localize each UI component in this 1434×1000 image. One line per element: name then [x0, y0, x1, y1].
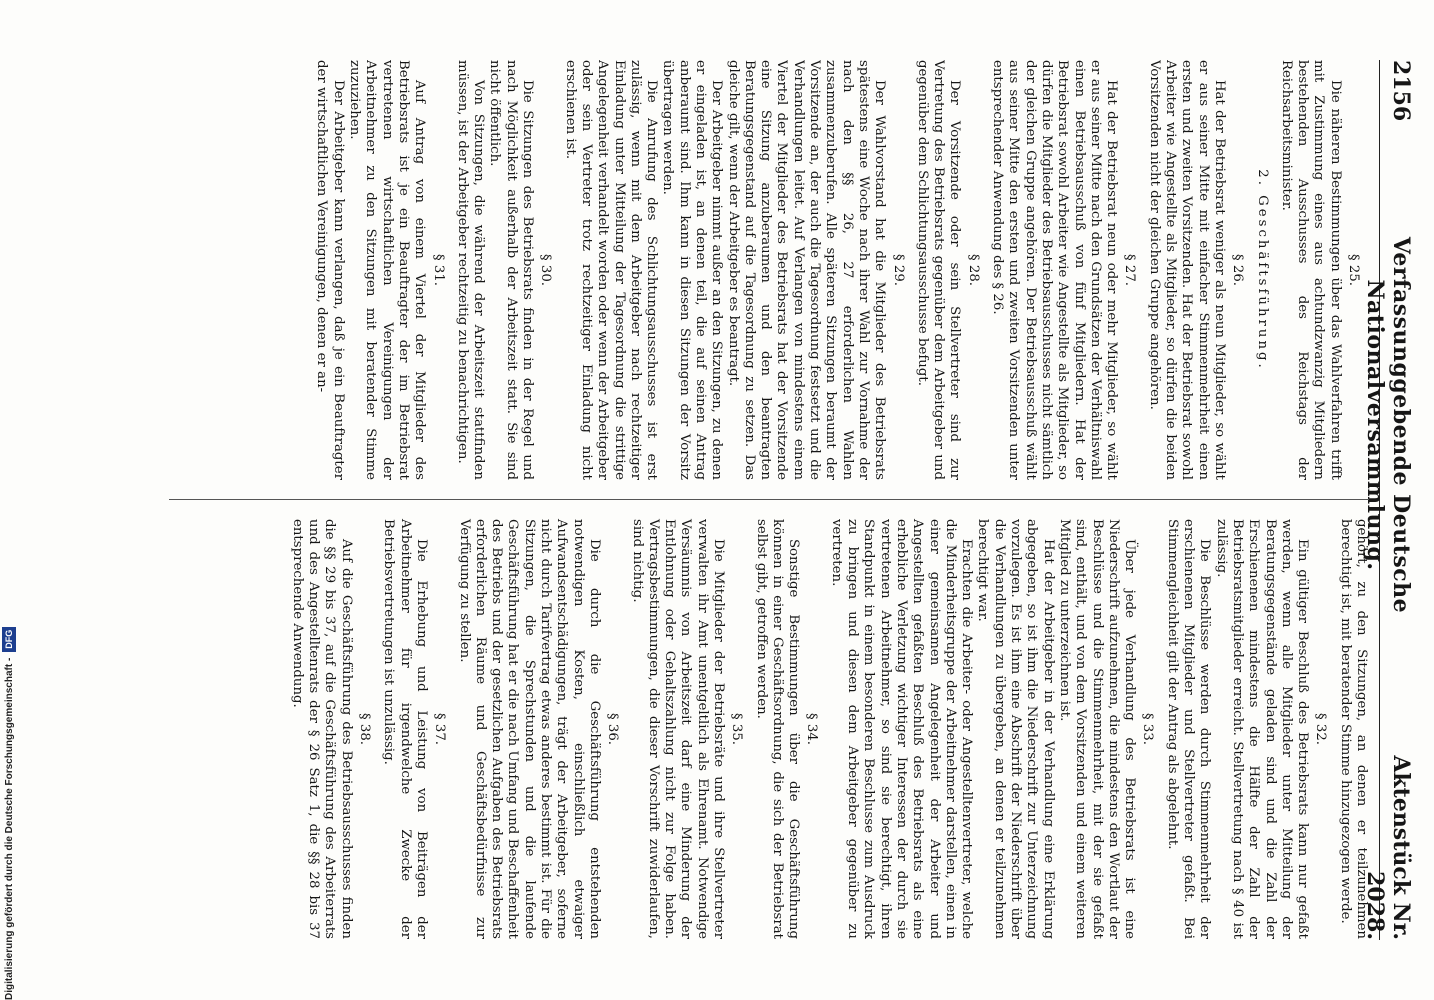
- paragraph: Der Vorsitzende oder sein Stellvertreter sind zur Vertretung des Betriebsrats gegenüber dem Arbeitgeber und gegenüber dem Schlichtungsausschusse befugt.: [914, 60, 963, 480]
- paragraph: Erachten die Arbeiter- oder Angestelltenvertreter, welche die Minderheitsgruppe der Arbeitnehmer darstellen, einen in einer gemeinsamen Angelegenheit der Arbeiter und Angestellten gefaßten Beschluß des Betriebsrats als eine erhebliche Verletzung wichtiger Interessen der durch sie vertretenen Arbeitnehmer, so sind sie berechtigt, ihren Standpunkt in einem besonderen Beschlusse zum Ausdruck zu bringen und diesen dem Arbeitgeber gegenüber zu vertreten.: [828, 519, 975, 939]
- paragraph: Die Sitzungen des Betriebsrats finden in der Regel und nach Möglichkeit außerhalb der Arbeitszeit statt. Sie sind nicht öffentlich.: [487, 60, 536, 480]
- section-title: § 29.: [890, 253, 906, 287]
- section-title: § 34.: [804, 712, 820, 746]
- paragraph: Hat der Arbeitgeber in der Verhandlung eine Erklärung abgegeben, so ist ihm die Niederschrift zur Unterzeichnung vorzulegen. Es ist ihm eine Abschrift der Niederschrift über die Verhandlungen zu übergeben, an denen er teilzunehmen berechtigt war.: [975, 519, 1056, 939]
- paragraph: Die Mitglieder der Betriebsräte und ihre Stellvertreter verwalten ihr Amt unentgeltlich als Ehrenamt. Notwendige Versäumnis von Arbeitszeit darf eine Minderung der Entlohnung oder Gehaltszahlung nicht zur Folge haben. Vertragsbestimmungen, die dieser Vorschrift zuwiderlaufen, sind nichtig.: [629, 519, 727, 939]
- section-title: § 32.: [1313, 712, 1329, 746]
- paragraph: Die näheren Bestimmungen über das Wahlverfahren trifft mit Zustimmung eines aus achtundzwanzig Mitgliedern bestehenden Ausschusses des Reichstags der Reichsarbeitsminister.: [1278, 60, 1343, 480]
- paragraph: Die Erhebung und Leistung von Beiträgen der Arbeitnehmer für irgendwelche Zwecke der Betriebsvertretungen ist unzulässig.: [381, 519, 429, 939]
- section-title: § 25.: [1346, 253, 1361, 287]
- paragraph: Auf Antrag von einem Viertel der Mitglieder des Betriebsrats ist je ein Beauftragter der im Betriebsrat vertretenen wirtschaftlichen Vereinigungen der Arbeitnehmer zu den Sitzungen mit beratender Stimme zuzuziehen.: [347, 60, 428, 480]
- section-title: § 31.: [430, 253, 446, 287]
- paragraph: Der Arbeitgeber kann verlangen, daß je ein Beauftragter der wirtschaftlichen Vereinigungen, denen er an-: [314, 60, 346, 480]
- page-title: Verfassunggebende Deutsche Nationalversammlung.: [1362, 236, 1414, 614]
- dfg-logo: DFG: [2, 627, 16, 652]
- text-columns: [169, 60, 1369, 940]
- paragraph: Sonstige Bestimmungen über die Geschäftsführung können in einer Geschäftsordnung, die sich der Betriebsrat selbst gibt, getroffen werden.: [753, 519, 802, 939]
- paragraph: Von Sitzungen, die während der Arbeitszeit stattfinden müssen, ist der Arbeitgeber rechtzeitig zu benachrichtigen.: [454, 60, 487, 480]
- paragraph: Die durch die Geschäftsführung entstehenden notwendigen Kosten, einschließlich etwaiger Aufwandsentschädigungen, trägt der Arbeitgeber, soferne nicht durch Tarifvertrag etwas anderes bestimmt ist. Für die Sitzungen, die Sprechstunden und die laufende Geschäftsführung hat er die nach Umfang und Beschaffenheit des Betriebs und der gesetzlichen Aufgaben des Betriebsrats erforderlichen Räume und Geschäftsbedürfnisse zur Verfügung zu stellen.: [456, 519, 602, 939]
- section-title: § 26.: [1230, 253, 1246, 287]
- left-column: [169, 60, 1369, 499]
- section-title: § 27.: [1122, 253, 1138, 287]
- paragraph: Ein gültiger Beschluß des Betriebsrats kann nur gefaßt werden, wenn alle Mitglieder unter Mitteilung der Beratungsgegenstände geladen sind und die Zahl der Erschienenen mindestens die Hälfte der Zahl der Betriebsratsmitglieder erreicht. Stellvertretung nach § 40 ist zulässig.: [1213, 519, 1311, 939]
- paragraph: Die Anrufung des Schlichtungsausschusses ist erst zulässig, wenn mit dem Arbeitgeber nach rechtzeitiger Einladung unter Mitteilung der Tagesordnung die strittige Angelegenheit verhandelt worden oder wenn der Arbeitgeber oder sein Vertreter trotz rechtzeitiger Einladung nicht erschienen ist.: [562, 60, 660, 480]
- footer-text: Digitalisierung gefördert durch die Deutsche Forschungsgemeinschaft -: [4, 657, 15, 1000]
- page-number: 2156: [1388, 60, 1414, 122]
- paragraph: Auf die Geschäftsführung des Betriebsausschusses finden die §§ 29 bis 37, auf die Geschäftsführung des Arbeiterrats und des Angestelltenrats der § 26 Satz 1, die §§ 28 bis 37 entsprechende Anwendung.: [289, 519, 354, 939]
- right-column: [169, 500, 1369, 939]
- page-header: [1362, 60, 1414, 940]
- section-title: § 38.: [357, 712, 373, 746]
- paragraph: Der Wahlvorstand hat die Mitglieder des Betriebsrats spätestens eine Woche nach ihrer Wahl zur Vornahme der nach den §§ 26, 27 erforderlichen Wahlen zusammenzuberufen. Alle späteren Sitzungen beraumt der Vorsitzende an, der auch die Tagesordnung festsetzt und die Verhandlungen leitet. Auf Verlangen von mindestens einem Viertel der Mitglieder des Betriebsrats hat der Vorsitzende eine Sitzung anzuberaumen und den beantragten Beratungsgegenstand auf die Tagesordnung zu setzen. Das gleiche gilt, wenn der Arbeitgeber es beantragt.: [725, 60, 888, 480]
- section-title: § 35.: [729, 712, 745, 746]
- paragraph: Die Beschlüsse werden durch Stimmenmehrheit der erschienenen Mitglieder und Stellvertreter gefaßt. Bei Stimmengleichheit gilt der Antrag als abgelehnt.: [1164, 519, 1213, 939]
- paragraph: Über jede Verhandlung des Betriebsrats ist eine Niederschrift aufzunehmen, die mindestens den Wortlaut der Beschlüsse und die Stimmenmehrheit, mit der sie gefaßt sind, enthält, und von dem Vorsitzenden und einem weiteren Mitglied zu unterzeichnen ist.: [1056, 519, 1138, 939]
- paragraph: Der Arbeitgeber nimmt außer an den Sitzungen, zu denen er eingeladen ist, an denen teil, die auf seinen Antrag anberaumt sind. Ihm kann in diesen Sitzungen der Vorsitz übertragen werden.: [660, 60, 725, 480]
- paragraph: Hat der Betriebsrat weniger als neun Mitglieder, so wählt er aus seiner Mitte mit einfacher Stimmenmehrheit einen ersten und zweiten Vorsitzenden. Hat der Betriebsrat sowohl Arbeiter wie Angestellte als Mitglieder, so dürfen die beiden Vorsitzenden nicht der gleichen Gruppe angehören.: [1146, 60, 1227, 480]
- digitization-footer: [2, 240, 16, 1000]
- paragraph: Hat der Betriebsrat neun oder mehr Mitglieder, so wählt er aus seiner Mitte nach den Grundsätzen der Verhältniswahl einen Betriebsausschuß von fünf Mitgliedern. Hat der Betriebsrat sowohl Arbeiter wie Angestellte als Mitglieder, so dürfen die Mitglieder des Betriebsausschusses nicht sämtlich der gleichen Gruppe angehören. Der Betriebsausschuß wählt aus seiner Mitte den ersten und zweiten Vorsitzenden unter entsprechender Anwendung des § 26.: [990, 60, 1120, 480]
- paragraph: gehört, zu den Sitzungen, an denen er teilzunehmen berechtigt ist, mit beratender Stimme hinzugezogen werde.: [1337, 519, 1369, 939]
- document-number: Aktenstück Nr. 2028.: [1362, 755, 1414, 940]
- section-title: § 36.: [605, 712, 621, 746]
- section-title: § 33.: [1140, 712, 1156, 746]
- section-title: § 37.: [432, 712, 448, 746]
- section-title: § 30.: [538, 253, 554, 287]
- section-title: § 28.: [965, 253, 981, 287]
- chapter-heading: 2. Geschäftsführung.: [1254, 169, 1270, 371]
